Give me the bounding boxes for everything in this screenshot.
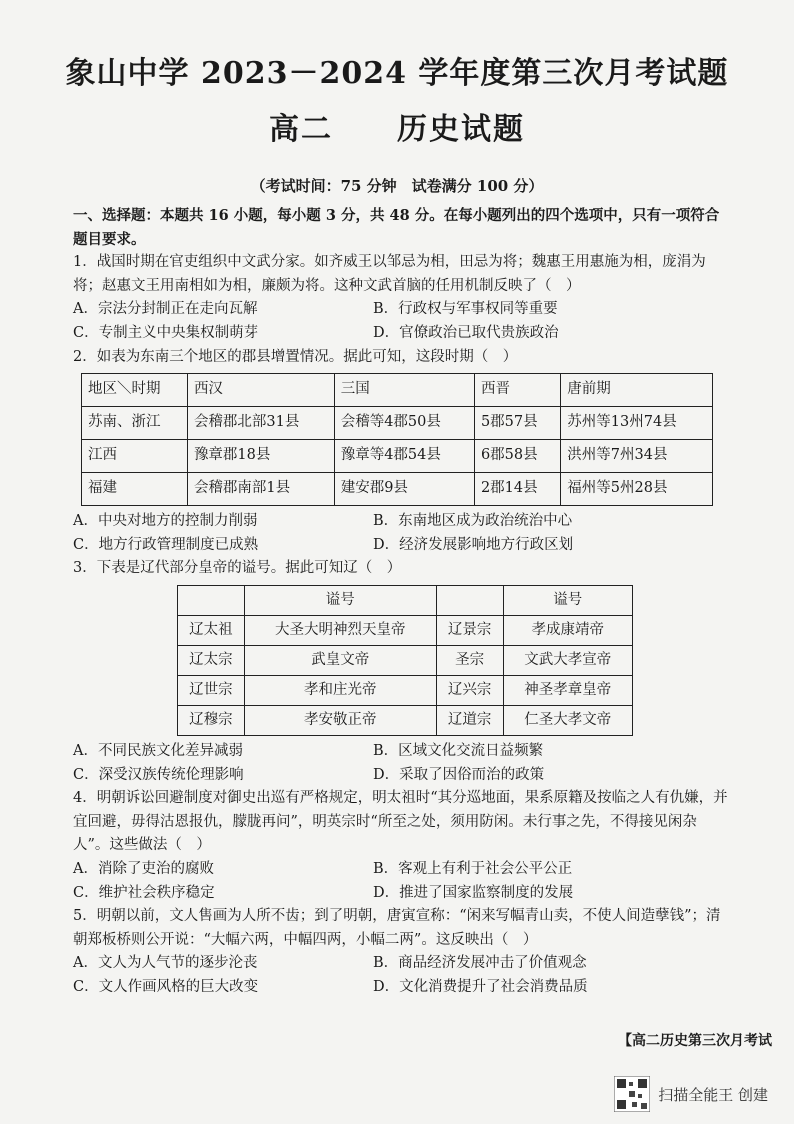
q5-option-b: B．商品经济发展冲击了价值观念: [373, 955, 587, 972]
table-cell: 辽太宗: [178, 645, 245, 675]
table-cell: 豫章等4郡54县: [334, 440, 474, 473]
table-cell: 江西: [82, 440, 188, 473]
q3-option-a: A．不同民族文化差异减弱: [73, 742, 243, 759]
table-cell: 辽兴宗: [436, 675, 503, 705]
q4-option-c: C．维护社会秩序稳定: [73, 884, 215, 901]
table-header-row: [178, 585, 633, 615]
question-4-options: [73, 858, 733, 905]
q2-option-d: D．经济发展影响地方行政区划: [373, 536, 574, 553]
q4-option-d: D．推进了国家监察制度的发展: [373, 884, 574, 901]
q5-option-c: C．文人作画风格的巨大改变: [73, 978, 259, 995]
table-cell: 三国: [334, 374, 474, 407]
table-cell: 辽太祖: [178, 615, 245, 645]
table-cell: 福州等5州28县: [561, 473, 713, 506]
table-row: [82, 407, 713, 440]
question-3-table: [177, 585, 633, 736]
table-cell: 苏南、浙江: [82, 407, 188, 440]
table-cell: 武皇文帝: [244, 645, 436, 675]
table-cell: 孝安敬正帝: [244, 705, 436, 735]
section-heading: 一、选择题：本题共 16 小题，每小题 3 分，共 48 分。在每小题列出的四个选项中，只有一项符合题目要求。: [73, 207, 720, 248]
q2-option-c: C．地方行政管理制度已成熟: [73, 536, 259, 553]
table-cell: 6郡58县: [474, 440, 560, 473]
table-cell: 辽道宗: [436, 705, 503, 735]
table-cell: 文武大孝宣帝: [503, 645, 632, 675]
table-cell: 苏州等13州74县: [561, 407, 713, 440]
table-cell: 2郡14县: [474, 473, 560, 506]
table-cell: 建安郡9县: [334, 473, 474, 506]
q3-option-c: C．深受汉族传统伦理影响: [73, 766, 244, 783]
table-cell: 辽穆宗: [178, 705, 245, 735]
table-cell: 谥号: [503, 585, 632, 615]
table-cell: [436, 585, 503, 615]
table-cell: 唐前期: [561, 374, 713, 407]
table-cell: 福建: [82, 473, 188, 506]
q1-option-d: D．官僚政治已取代贵族政治: [373, 324, 559, 341]
exam-subtitle: 高二 历史试题: [269, 112, 525, 147]
table-cell: 谥号: [244, 585, 436, 615]
questions-body: [73, 204, 733, 999]
qr-code-icon: [614, 1076, 650, 1112]
table-cell: 豫章郡18县: [187, 440, 334, 473]
q5-option-d: D．文化消费提升了社会消费品质: [373, 978, 588, 995]
question-2-options: [73, 510, 733, 557]
table-cell: 孝和庄光帝: [244, 675, 436, 705]
q4-option-b: B．客观上有利于社会公平公正: [373, 860, 573, 877]
question-5-options: [73, 952, 733, 999]
table-row: [178, 645, 633, 675]
question-3-stem: 3．下表是辽代部分皇帝的谥号。据此可知辽（ ）: [73, 560, 402, 577]
question-5-stem: 5．明朝以前，文人售画为人所不齿；到了明朝，唐寅宣称：“闲来写幅青山卖，不使人间造孽钱”；清朝郑板桥则公开说：“大幅六两，中幅四两，小幅二两”。这反映出（ ）: [73, 908, 721, 948]
exam-title: 象山中学 2023－2024 学年度第三次月考试题: [65, 56, 729, 91]
scanner-watermark: [614, 1076, 768, 1112]
table-cell: 洪州等7州34县: [561, 440, 713, 473]
question-2-stem: 2．如表为东南三个地区的郡县增置情况。据此可知，这段时期（ ）: [73, 348, 518, 365]
table-cell: 神圣孝章皇帝: [503, 675, 632, 705]
q3-option-d: D．采取了因俗而治的政策: [373, 766, 545, 783]
table-cell: 地区＼时期: [82, 374, 188, 407]
question-1-stem: 1．战国时期在官吏组织中文武分家。如齐威王以邹忌为相，田忌为将；魏惠王用惠施为相，庞涓为将；赵惠文王用南相如为相，廉颇为将。这种文武首脑的任用机制反映了（ ）: [73, 254, 706, 294]
question-3-options: [73, 740, 733, 787]
q2-option-b: B．东南地区成为政治统治中心: [373, 513, 573, 530]
table-row: [178, 705, 633, 735]
table-cell: 会稽郡北部31县: [187, 407, 334, 440]
q1-option-b: B．行政权与军事权同等重要: [373, 301, 558, 318]
q4-option-a: A．消除了吏治的腐败: [73, 860, 214, 877]
watermark-label: 扫描全能王 创建: [658, 1085, 768, 1104]
q3-option-b: B．区域文化交流日益频繁: [373, 742, 544, 759]
q2-option-a: A．中央对地方的控制力削弱: [73, 513, 258, 530]
question-2-table: [81, 373, 713, 506]
table-cell: 孝成康靖帝: [503, 615, 632, 645]
table-cell: 辽景宗: [436, 615, 503, 645]
table-row: [82, 440, 713, 473]
table-cell: [178, 585, 245, 615]
exam-time-info: （考试时间：75 分钟 试卷满分 100 分）: [250, 177, 544, 195]
table-cell: 大圣大明神烈天皇帝: [244, 615, 436, 645]
table-cell: 会稽等4郡50县: [334, 407, 474, 440]
table-cell: 西汉: [187, 374, 334, 407]
question-1-options: [73, 298, 733, 345]
q1-option-c: C．专制主义中央集权制萌芽: [73, 324, 259, 341]
q1-option-a: A．宗法分封制正在走向瓦解: [73, 301, 258, 318]
table-cell: 辽世宗: [178, 675, 245, 705]
table-cell: 西晋: [474, 374, 560, 407]
table-cell: 5郡57县: [474, 407, 560, 440]
table-cell: 圣宗: [436, 645, 503, 675]
table-row: [82, 473, 713, 506]
table-row: [178, 675, 633, 705]
table-cell: 仁圣大孝文帝: [503, 705, 632, 735]
page-footer-label: 【高二历史第三次月考试: [618, 1033, 772, 1049]
question-4-stem: 4．明朝诉讼回避制度对御史出巡有严格规定，明太祖时“其分巡地面，果系原籍及按临之人有仇嫌，并宜回避，毋得沽恩报仇，朦胧再问”，明英宗时“所至之处，须用防闲。未行事之先，不得接见闲杂人”。这些做法（ ）: [73, 790, 728, 854]
table-cell: 会稽郡南部1县: [187, 473, 334, 506]
table-header-row: [82, 374, 713, 407]
q5-option-a: A．文人为人气节的逐步沦丧: [73, 955, 258, 972]
table-row: [178, 615, 633, 645]
